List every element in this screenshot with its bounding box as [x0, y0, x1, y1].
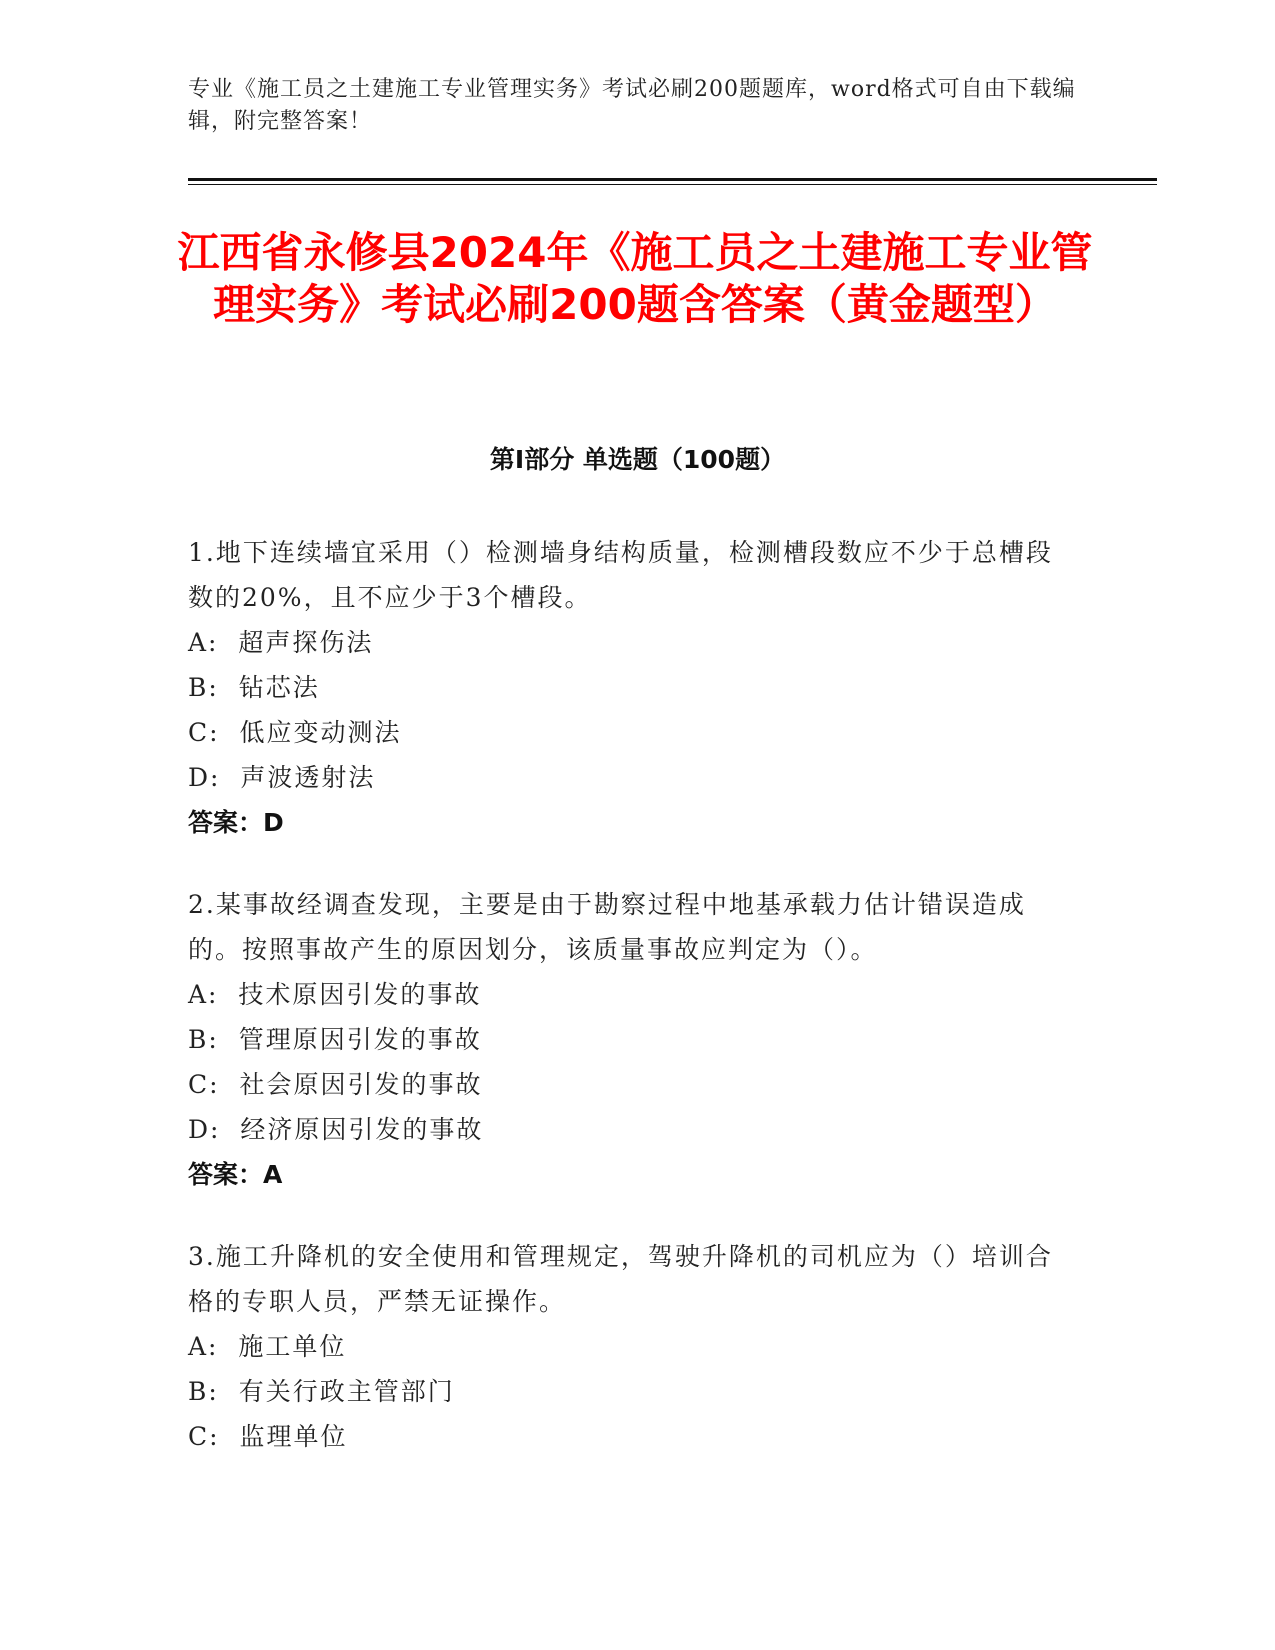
question-stem: 2.某事故经调查发现，主要是由于勘察过程中地基承载力估计错误造成的。按照事故产生的原因划分，该质量事故应判定为（）。 [188, 890, 1026, 964]
option-a: A: 施工单位 [188, 1332, 347, 1361]
document-title: 江西省永修县2024年《施工员之土建施工专业管理实务》考试必刷200题含答案（黄金题型） [177, 228, 1093, 329]
option-c: C: 监理单位 [188, 1422, 348, 1451]
answer: 答案：D [188, 808, 284, 837]
option-c: C: 低应变动测法 [188, 718, 402, 747]
option-c: C: 社会原因引发的事故 [188, 1070, 483, 1099]
question-stem: 1.地下连续墙宜采用（）检测墙身结构质量，检测槽段数应不少于总槽段数的20%，且不应少于3个槽段。 [188, 538, 1053, 612]
section-title: 第Ⅰ部分 单选题（100题） [489, 445, 786, 474]
option-d: D: 声波透射法 [188, 763, 376, 792]
question-2 [188, 882, 1068, 1197]
header-rule-thick [188, 178, 1157, 181]
option-b: B: 钻芯法 [188, 673, 320, 702]
option-d: D: 经济原因引发的事故 [188, 1115, 484, 1144]
header-rule-thin [188, 184, 1157, 185]
header-note: 专业《施工员之土建施工专业管理实务》考试必刷200题题库，word格式可自由下载编辑，附完整答案！ [188, 77, 1076, 134]
answer: 答案：A [188, 1160, 283, 1189]
option-a: A: 超声探伤法 [188, 628, 374, 657]
option-b: B: 管理原因引发的事故 [188, 1025, 482, 1054]
question-stem: 3.施工升降机的安全使用和管理规定，驾驶升降机的司机应为（）培训合格的专职人员，严禁无证操作。 [188, 1242, 1053, 1316]
question-3 [188, 1234, 1068, 1459]
option-a: A: 技术原因引发的事故 [188, 980, 482, 1009]
question-1 [188, 530, 1068, 845]
option-b: B: 有关行政主管部门 [188, 1377, 455, 1406]
question-list [188, 530, 1068, 1496]
